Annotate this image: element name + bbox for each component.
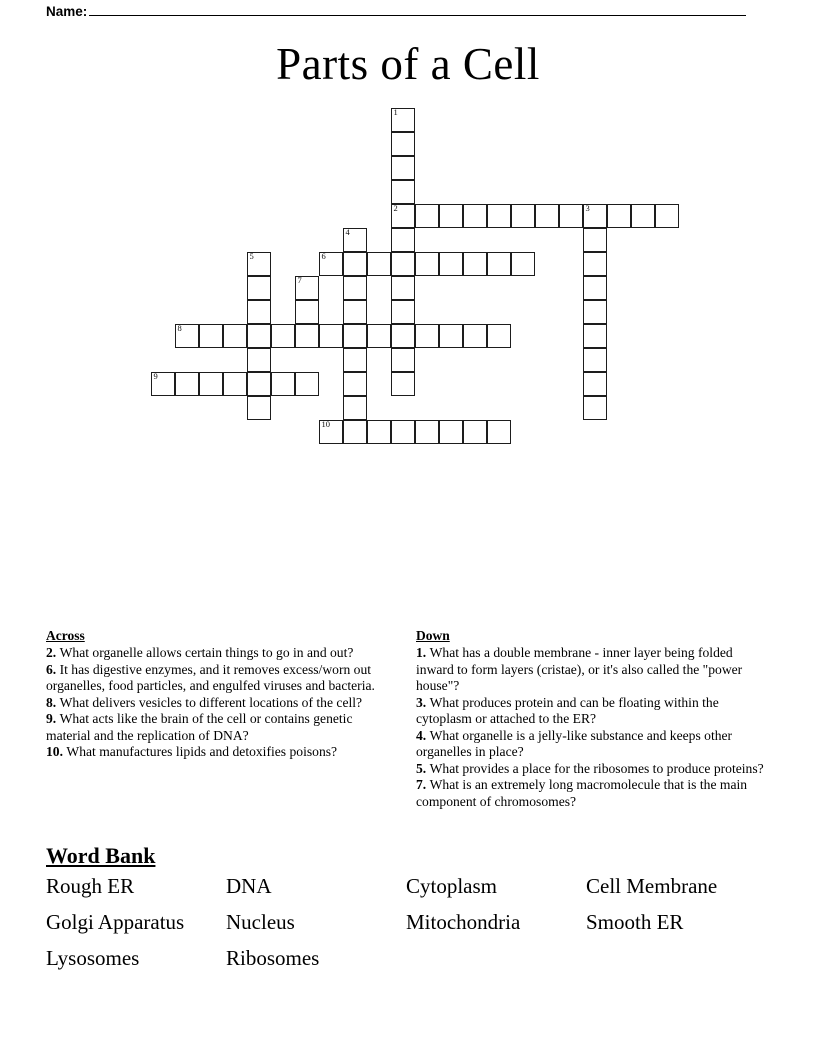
word-bank-word: Nucleus — [226, 910, 295, 934]
word-bank-word: Golgi Apparatus — [46, 910, 185, 934]
crossword-cell-number: 9 — [153, 371, 158, 381]
crossword-cell[interactable] — [367, 252, 391, 276]
across-heading: Across — [46, 628, 85, 643]
word-bank-title: Word Bank — [46, 843, 156, 868]
down-clue-text: What has a double membrane - inner layer being folded inward to form layers (cristae), or it's also called the "power house"? — [416, 645, 743, 693]
crossword-cell[interactable] — [487, 420, 511, 444]
across-clue-text: What organelle allows certain things to go in and out? — [59, 645, 354, 660]
name-write-in-line[interactable] — [89, 2, 746, 16]
down-clue-item — [416, 728, 770, 761]
crossword-cell[interactable] — [487, 204, 511, 228]
crossword-cell[interactable] — [439, 324, 463, 348]
crossword-cell[interactable] — [391, 228, 415, 252]
across-clue-text: It has digestive enzymes, and it removes excess/worn out organelles, food particles, and engulfed viruses and bacteria. — [46, 661, 375, 693]
crossword-cell[interactable] — [463, 420, 487, 444]
crossword-cell-number: 4 — [345, 227, 350, 237]
crossword-cell[interactable] — [343, 276, 367, 300]
crossword-cell[interactable] — [247, 276, 271, 300]
down-clue-number: 5. — [416, 760, 430, 776]
crossword-cell[interactable] — [319, 324, 343, 348]
crossword-cell-number: 3 — [585, 203, 590, 213]
crossword-cell[interactable] — [199, 324, 223, 348]
across-clue-number: 8. — [46, 694, 60, 710]
crossword-cell[interactable] — [535, 204, 559, 228]
crossword-cell-number: 10 — [321, 419, 330, 429]
crossword-cell-number: 8 — [177, 323, 182, 333]
crossword-cell[interactable] — [415, 252, 439, 276]
down-clue-list — [416, 645, 770, 810]
word-bank-word: Cytoplasm — [406, 874, 498, 898]
crossword-cell[interactable] — [295, 300, 319, 324]
crossword-cell[interactable] — [583, 348, 607, 372]
down-clue-item — [416, 645, 770, 695]
crossword-cell[interactable] — [607, 204, 631, 228]
across-clue-item — [46, 645, 400, 662]
crossword-cell[interactable] — [439, 204, 463, 228]
crossword-cell[interactable] — [223, 324, 247, 348]
crossword-cell[interactable] — [391, 156, 415, 180]
crossword-cell[interactable] — [415, 324, 439, 348]
word-bank-word: DNA — [226, 874, 272, 898]
crossword-cell[interactable] — [391, 132, 415, 156]
down-clue-number: 1. — [416, 645, 430, 660]
crossword-cell[interactable] — [343, 252, 367, 276]
crossword-cell-number: 7 — [297, 275, 302, 285]
crossword-cell[interactable] — [559, 204, 583, 228]
crossword-cell[interactable] — [295, 372, 319, 396]
crossword-cell[interactable] — [367, 324, 391, 348]
word-bank-list — [46, 872, 770, 973]
word-bank-word: Mitochondria — [406, 910, 521, 934]
crossword-cell[interactable] — [391, 420, 415, 444]
across-clue-number: 10. — [46, 744, 67, 759]
crossword-cell[interactable] — [487, 252, 511, 276]
word-bank-word: Ribosomes — [226, 946, 320, 970]
across-clue-number: 6. — [46, 661, 60, 677]
crossword-cell[interactable] — [511, 204, 535, 228]
crossword-cell[interactable] — [415, 204, 439, 228]
crossword-cell-number: 1 — [393, 107, 398, 117]
down-clue-number: 7. — [416, 777, 430, 792]
across-clue-text: What delivers vesicles to different locations of the cell? — [59, 694, 363, 710]
down-heading: Down — [416, 628, 450, 643]
crossword-cell[interactable] — [391, 348, 415, 372]
crossword-cell[interactable] — [391, 252, 415, 276]
crossword-cell[interactable] — [319, 420, 343, 444]
word-bank-word: Lysosomes — [46, 946, 140, 970]
crossword-cell[interactable] — [391, 300, 415, 324]
crossword-cell[interactable] — [511, 252, 535, 276]
crossword-cell[interactable] — [343, 228, 367, 252]
page-title: Parts of a Cell — [276, 39, 540, 89]
name-label: Name: — [46, 4, 88, 19]
crossword-cell[interactable] — [343, 396, 367, 420]
crossword-cell[interactable] — [583, 396, 607, 420]
crossword-cell[interactable] — [487, 324, 511, 348]
word-bank-word: Smooth ER — [586, 910, 684, 934]
down-clues-column — [416, 628, 770, 810]
down-clue-item — [416, 777, 770, 810]
across-clue-number: 9. — [46, 711, 60, 726]
crossword-cell[interactable] — [247, 300, 271, 324]
crossword-cell-number: 6 — [321, 251, 326, 261]
word-bank-word: Rough ER — [46, 874, 135, 898]
across-clue-item — [46, 695, 400, 712]
crossword-cell[interactable] — [631, 204, 655, 228]
crossword-cell[interactable] — [463, 204, 487, 228]
down-clue-text: What is an extremely long macromolecule that is the main component of chromosomes? — [416, 777, 748, 809]
crossword-cell[interactable] — [655, 204, 679, 228]
across-clue-item — [46, 744, 400, 761]
crossword-cell[interactable] — [247, 396, 271, 420]
crossword-cell[interactable] — [583, 252, 607, 276]
crossword-cell-number: 2 — [393, 203, 398, 213]
across-clue-text: What manufactures lipids and detoxifies poisons? — [66, 744, 338, 759]
crossword-cell[interactable] — [319, 252, 343, 276]
crossword-cell[interactable] — [343, 324, 367, 348]
crossword-cell[interactable] — [151, 372, 175, 396]
crossword-cell[interactable] — [463, 252, 487, 276]
crossword-cell[interactable] — [343, 420, 367, 444]
crossword-cell[interactable] — [415, 420, 439, 444]
across-clues-column — [46, 628, 400, 810]
crossword-cell[interactable] — [439, 252, 463, 276]
down-clue-text: What organelle is a jelly-like substance and keeps other organelles in place? — [416, 727, 733, 759]
crossword-cell[interactable] — [295, 276, 319, 300]
crossword-cell[interactable] — [391, 276, 415, 300]
across-clue-item — [46, 711, 400, 744]
crossword-cell[interactable] — [391, 108, 415, 132]
down-clue-item — [416, 761, 770, 778]
crossword-cell[interactable] — [343, 372, 367, 396]
crossword-cell[interactable] — [295, 324, 319, 348]
crossword-cell[interactable] — [199, 372, 223, 396]
word-bank-word: Cell Membrane — [586, 874, 718, 898]
crossword-cell[interactable] — [583, 300, 607, 324]
clues-section — [46, 628, 770, 810]
crossword-cell[interactable] — [439, 420, 463, 444]
crossword-cell[interactable] — [463, 324, 487, 348]
across-clue-item — [46, 662, 400, 695]
crossword-cell[interactable] — [175, 324, 199, 348]
down-clue-text: What provides a place for the ribosomes to produce proteins? — [429, 760, 764, 776]
crossword-cell[interactable] — [583, 324, 607, 348]
crossword-cell[interactable] — [271, 372, 295, 396]
crossword-cell[interactable] — [391, 204, 415, 228]
down-clue-item — [416, 695, 770, 728]
crossword-cell[interactable] — [343, 300, 367, 324]
crossword-cell[interactable] — [367, 420, 391, 444]
down-clue-number: 3. — [416, 694, 430, 710]
crossword-cell[interactable] — [583, 276, 607, 300]
crossword-cell[interactable] — [247, 324, 271, 348]
crossword-cell[interactable] — [583, 204, 607, 228]
crossword-cell[interactable] — [391, 372, 415, 396]
name-field-row — [46, 2, 746, 19]
crossword-cell[interactable] — [343, 348, 367, 372]
across-clue-number: 2. — [46, 645, 60, 660]
crossword-cell[interactable] — [247, 252, 271, 276]
crossword-cell[interactable] — [583, 228, 607, 252]
crossword-cell[interactable] — [391, 324, 415, 348]
crossword-cell-number: 5 — [249, 251, 254, 261]
crossword-cell[interactable] — [271, 324, 295, 348]
crossword-cell[interactable] — [583, 372, 607, 396]
crossword-cell[interactable] — [247, 348, 271, 372]
across-clue-list — [46, 645, 400, 761]
crossword-cell[interactable] — [223, 372, 247, 396]
down-clue-text: What produces protein and can be floating within the cytoplasm or attached to the ER? — [416, 694, 719, 726]
crossword-cell[interactable] — [247, 372, 271, 396]
down-clue-number: 4. — [416, 727, 430, 743]
crossword-cell[interactable] — [175, 372, 199, 396]
crossword-cell[interactable] — [391, 180, 415, 204]
across-clue-text: What acts like the brain of the cell or contains genetic material and the replication of DNA? — [46, 711, 353, 743]
